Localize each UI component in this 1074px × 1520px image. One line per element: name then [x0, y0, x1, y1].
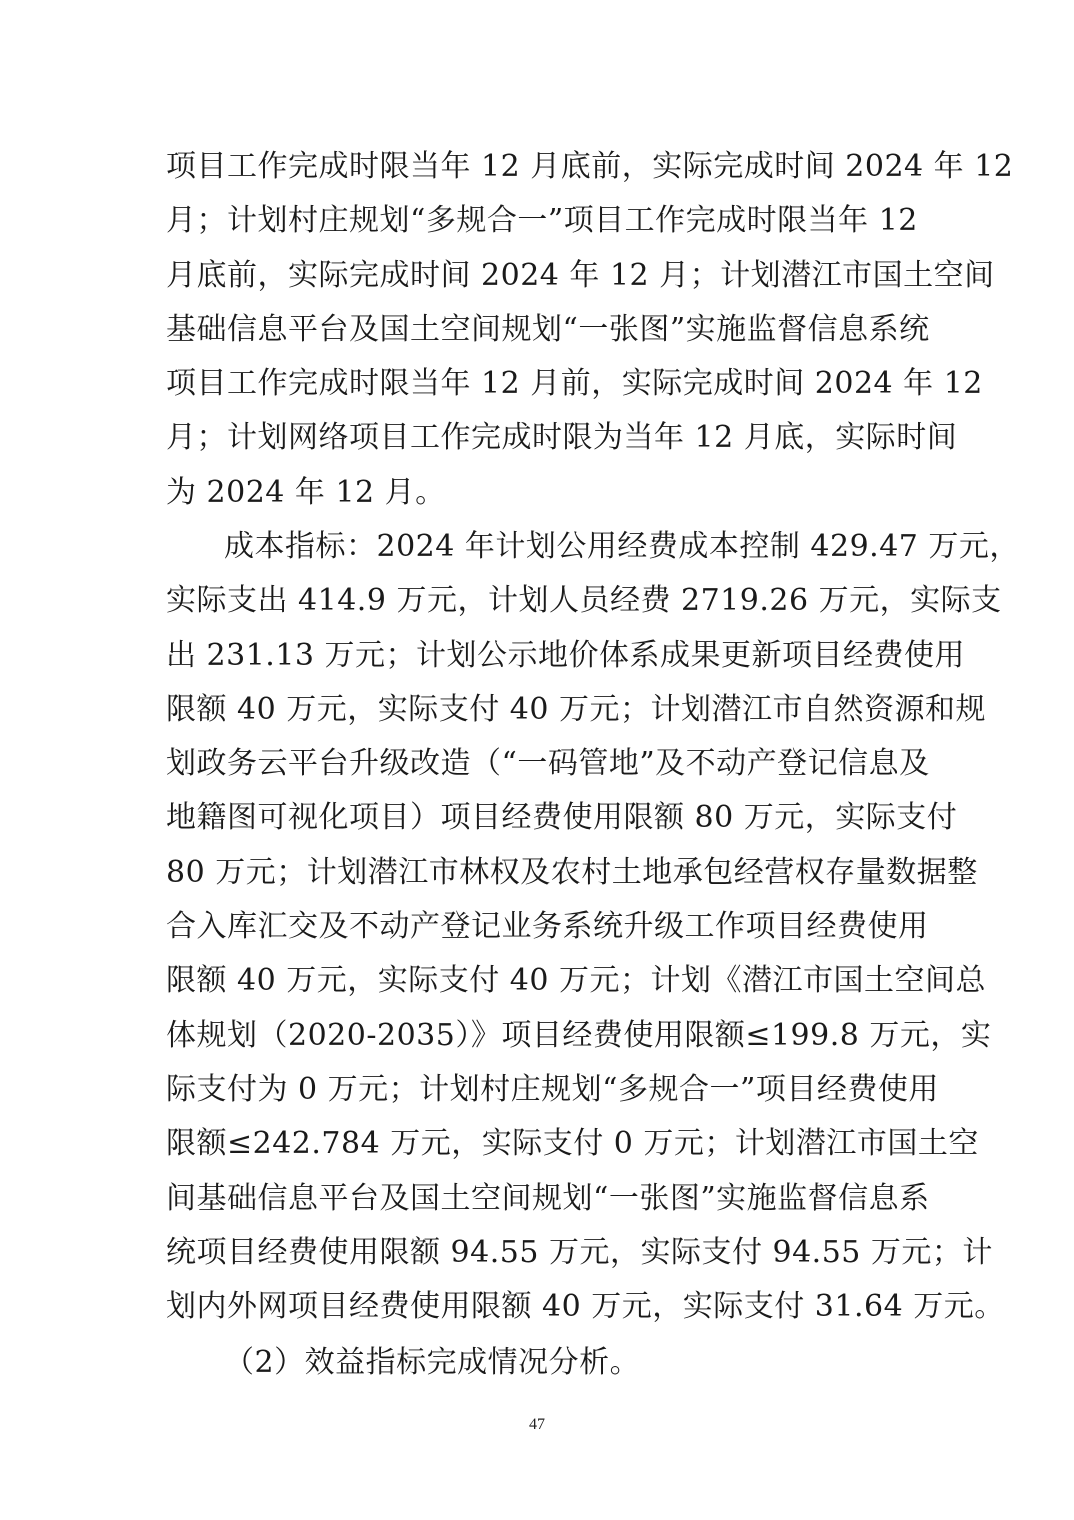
text-line: 统项目经费使用限额 94.55 万元，实际支付 94.55 万元；计: [166, 1234, 993, 1270]
section-heading: （2）效益指标完成情况分析。: [224, 1345, 641, 1380]
paragraph-completion-time: [166, 140, 1014, 520]
text-line: 合入库汇交及不动产登记业务系统升级工作项目经费使用: [166, 909, 929, 945]
text-line: 项目工作完成时限当年 12 月底前，实际完成时间 2024 年 12: [166, 149, 1014, 184]
section-heading-benefit-analysis: [166, 1336, 912, 1390]
text-line: 间基础信息平台及国土空间规划“一张图”实施监督信息系: [166, 1180, 930, 1216]
text-line: 限额 40 万元，实际支付 40 万元；计划《潜江市国土空间总: [166, 963, 986, 999]
text-line: 限额≤242.784 万元，实际支付 0 万元；计划潜江市国土空: [166, 1126, 979, 1162]
text-line: 月底前，实际完成时间 2024 年 12 月；计划潜江市国土空间: [166, 257, 995, 293]
text-line: 出 231.13 万元；计划公示地价体系成果更新项目经费使用: [166, 637, 966, 673]
text-line: 项目工作完成时限当年 12 月前，实际完成时间 2024 年 12: [166, 366, 983, 402]
text-line: 体规划（2020-2035）》项目经费使用限额≤199.8 万元，实: [166, 1017, 992, 1053]
text-line: 月；计划网络项目工作完成时限为当年 12 月底，实际时间: [166, 420, 958, 456]
text-line: 划内外网项目经费使用限额 40 万元，实际支付 31.64 万元。: [166, 1289, 1005, 1325]
text-line: 月；计划村庄规划“多规合一”项目工作完成时限当年 12: [166, 203, 918, 239]
text-line: 实际支出 414.9 万元，计划人员经费 2719.26 万元，实际支: [166, 583, 1002, 619]
text-line: 为 2024 年 12 月。: [166, 474, 446, 510]
page-number: 47: [529, 1416, 545, 1433]
text-line: 限额 40 万元，实际支付 40 万元；计划潜江市自然资源和规: [166, 691, 986, 727]
text-line: 地籍图可视化项目）项目经费使用限额 80 万元，实际支付: [166, 800, 958, 836]
text-line: 划政务云平台升级改造（“一码管地”及不动产登记信息及: [166, 746, 930, 782]
text-line: 成本指标：2024 年计划公用经费成本控制 429.47 万元，: [224, 529, 1020, 564]
text-line: 80 万元；计划潜江市林权及农村土地承包经营权存量数据整: [166, 854, 978, 890]
text-line: 基础信息平台及国土空间规划“一张图”实施监督信息系统: [166, 311, 930, 347]
text-line: 际支付为 0 万元；计划村庄规划“多规合一”项目经费使用: [166, 1071, 939, 1107]
paragraph-cost-indicators: [166, 520, 1020, 1334]
